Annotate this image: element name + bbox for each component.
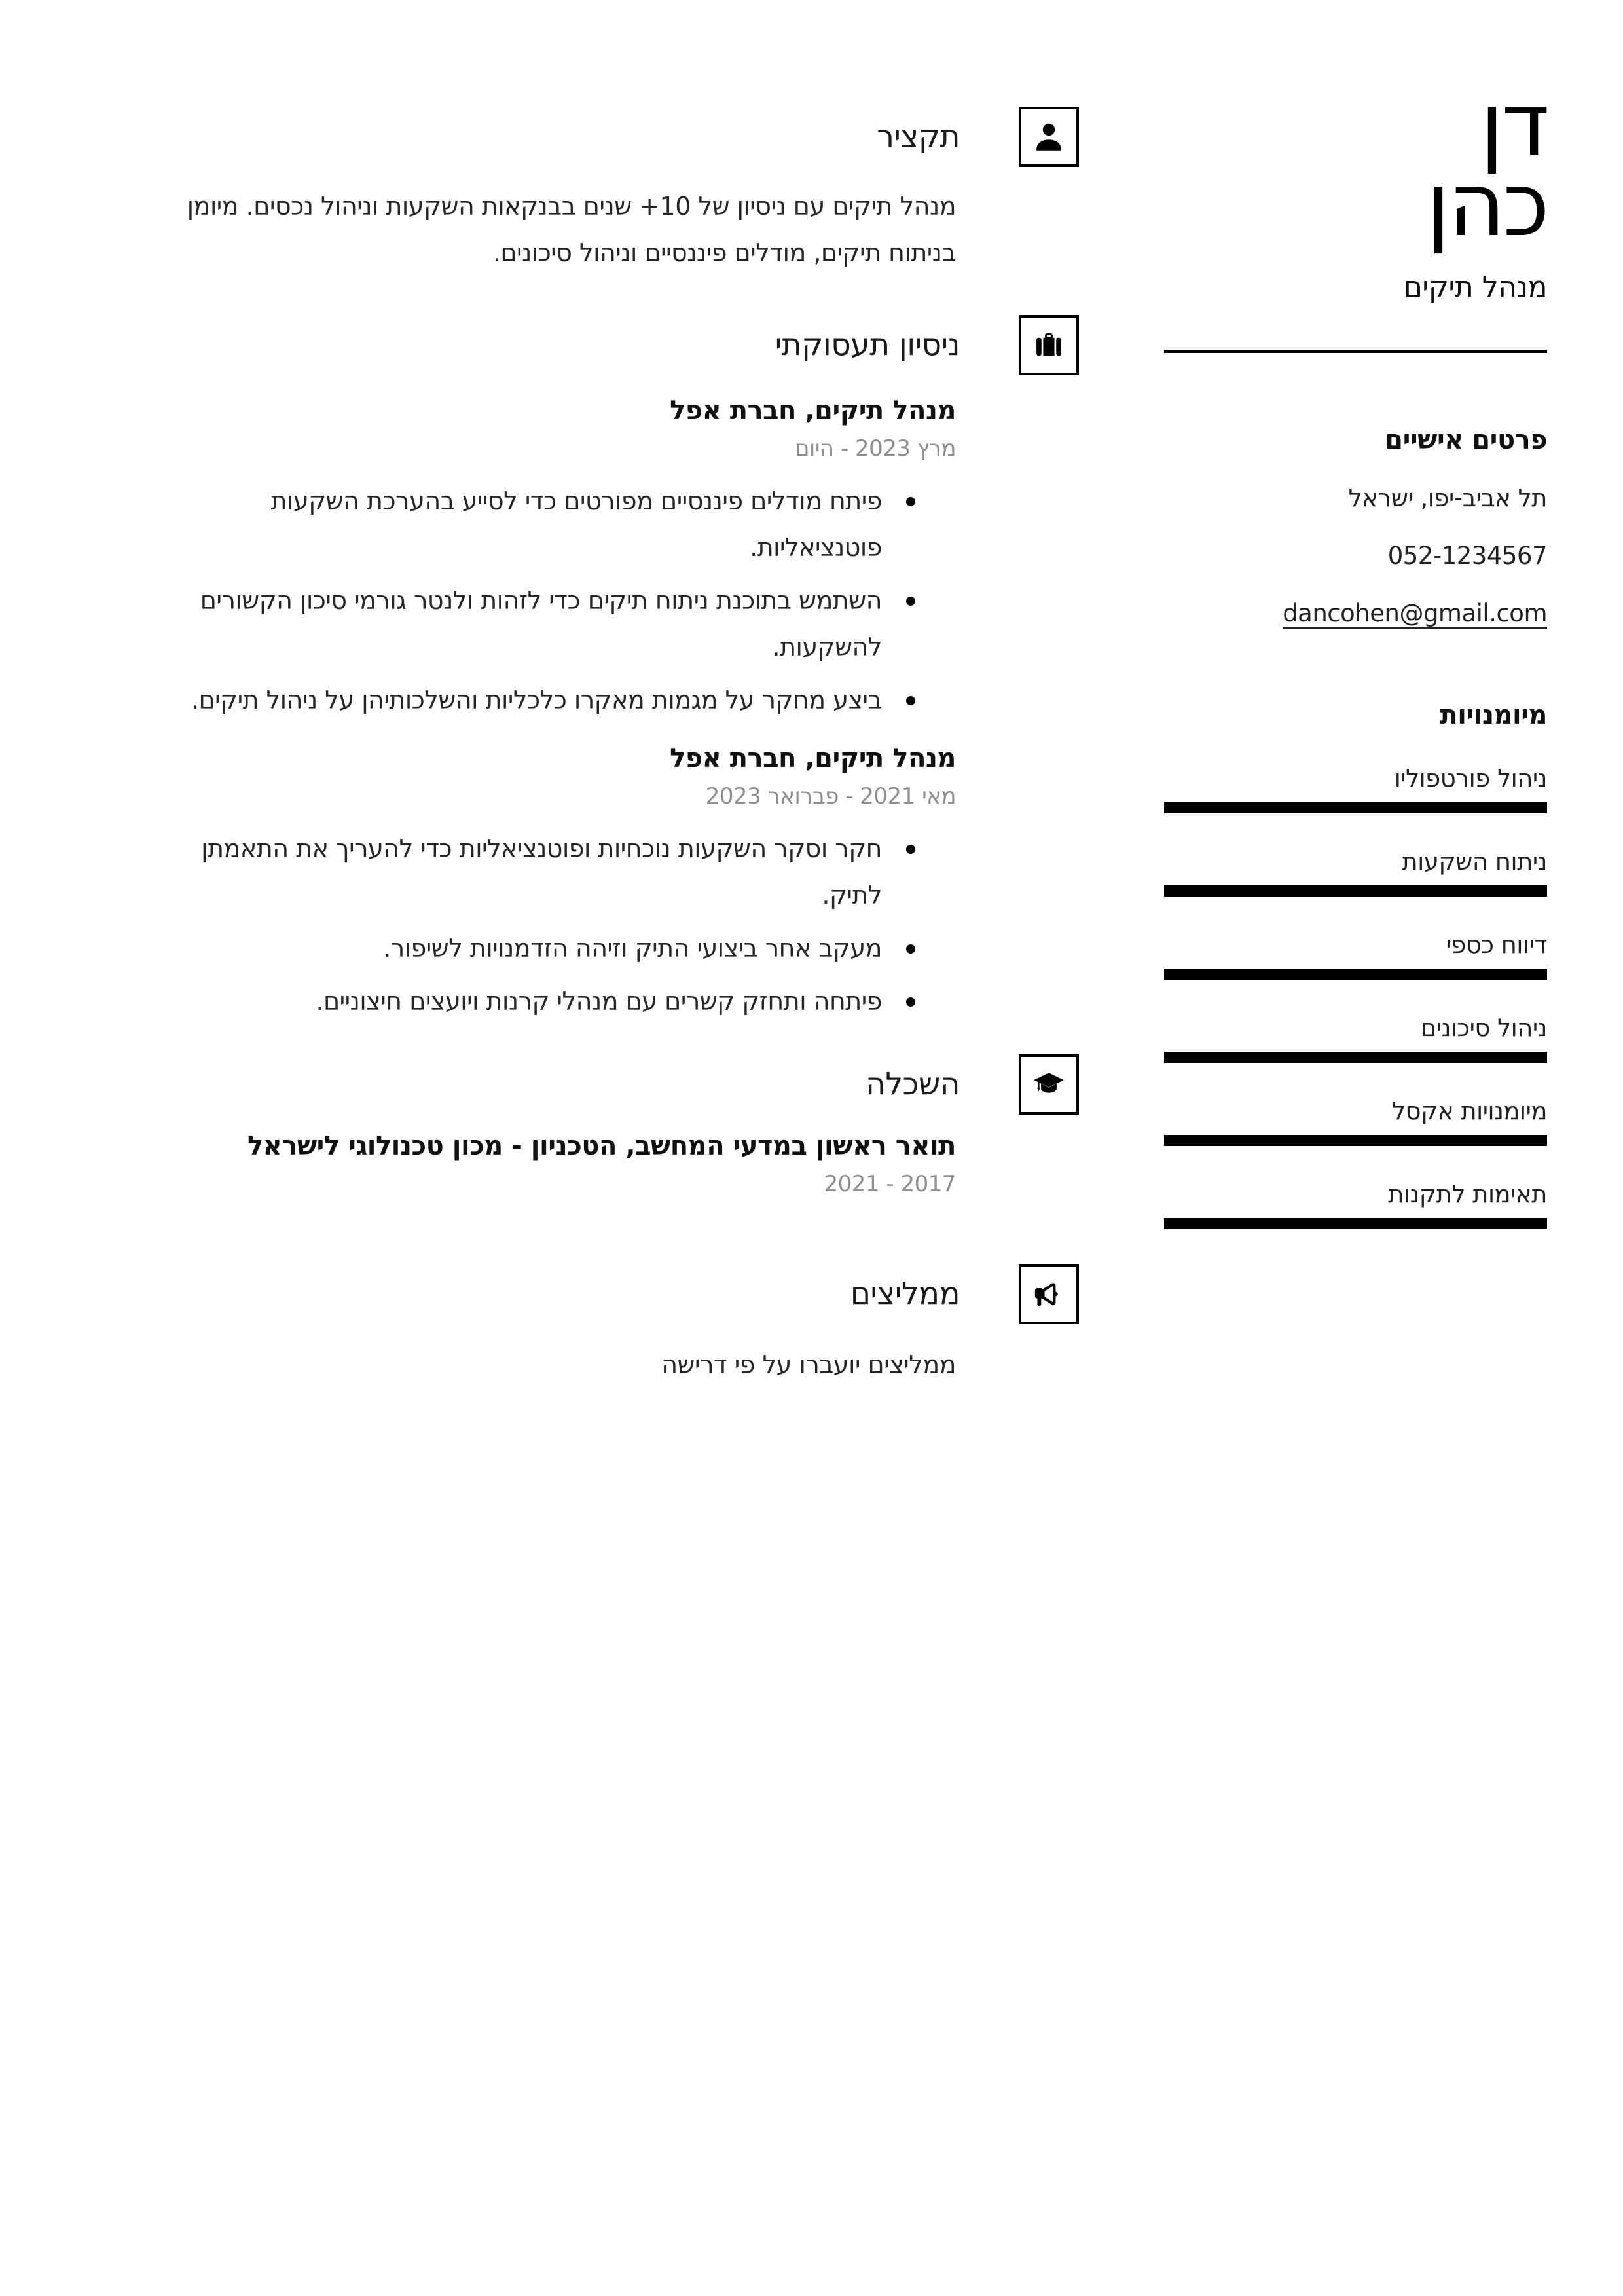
personal-details-heading: פרטים אישיים [1385, 425, 1547, 455]
skill-item [1164, 764, 1547, 813]
references-header [162, 1263, 1079, 1325]
location-text: תל אביב-יפו, ישראל [1348, 484, 1547, 512]
references-text: ממליצים יועברו על פי דרישה [661, 1350, 956, 1379]
skill-item [1164, 1097, 1547, 1146]
skill-label: ניתוח השקעות [1402, 847, 1547, 876]
experience-icon-box [1019, 315, 1079, 375]
email-row [1164, 599, 1547, 628]
skill-label: מיומנויות אקסל [1392, 1097, 1547, 1125]
degree-title: תואר ראשון במדעי המחשב, הטכניון - מכון טכנולוגי לישראל [247, 1131, 956, 1161]
candidate-job-title: מנהל תיקים [1403, 270, 1547, 304]
education-heading: השכלה [866, 1066, 960, 1102]
candidate-name [1164, 73, 1547, 256]
sidebar [1164, 0, 1547, 1229]
job-bullet: פיתח מודלים פיננסיים מפורטים כדי לסייע בהערכת השקעות פוטנציאליות. [162, 478, 956, 571]
summary-text: מנהל תיקים עם ניסיון של 10+ שנים בבנקאות השקעות וניהול נכסים. מיומן בניתוח תיקים, מודלים פיננסיים וניהול סיכונים. [187, 192, 956, 267]
education-header [162, 1054, 1079, 1115]
references-heading: ממליצים [850, 1276, 960, 1312]
job-bullet-list [162, 478, 956, 724]
skill-level-bar [1164, 1135, 1547, 1146]
skill-label: דיווח כספי [1446, 931, 1547, 959]
sidebar-divider [1164, 350, 1547, 353]
job-bullet: השתמש בתוכנת ניתוח תיקים כדי לזהות ולנטר גורמי סיכון הקשורים להשקעות. [162, 578, 956, 671]
job-bullet: פיתחה ותחזק קשרים עם מנהלי קרנות ויועצים חיצוניים. [162, 978, 956, 1025]
job-bullet: חקר וסקר השקעות נוכחיות ופוטנציאליות כדי להעריך את התאמתן לתיק. [162, 826, 956, 919]
references-icon-box [1019, 1264, 1079, 1324]
skill-level-bar [1164, 1218, 1547, 1229]
job-dates: מרץ 2023 - היום [795, 435, 956, 462]
skill-item [1164, 931, 1547, 980]
skill-label: תאימות לתקנות [1388, 1180, 1547, 1208]
job-bullet-list [162, 826, 956, 1025]
job-title: מנהל תיקים, חברת אפל [670, 396, 956, 426]
last-name: כהן [1426, 153, 1547, 256]
experience-heading: ניסיון תעסוקתי [775, 327, 960, 363]
skill-level-bar [1164, 969, 1547, 980]
main-content [162, 106, 1079, 1388]
summary-section [162, 106, 1079, 276]
skill-item [1164, 847, 1547, 897]
references-section [162, 1263, 1079, 1388]
job-bullet: ביצע מחקר על מגמות מאקרו כלכליות והשלכותיהן על ניהול תיקים. [162, 677, 956, 724]
email-link[interactable]: dancohen@gmail.com [1283, 599, 1547, 627]
job-bullet: מעקב אחר ביצועי התיק וזיהה הזדמנויות לשיפור. [162, 925, 956, 972]
skill-item [1164, 1014, 1547, 1063]
job-entry [162, 394, 956, 724]
education-body [162, 1130, 956, 1198]
graduation-cap-icon [1031, 1067, 1067, 1102]
education-icon-box [1019, 1054, 1079, 1115]
education-dates: 2017 - 2021 [824, 1171, 956, 1197]
skill-level-bar [1164, 802, 1547, 813]
skill-item [1164, 1180, 1547, 1229]
person-icon [1031, 119, 1067, 155]
references-body [162, 1342, 956, 1388]
job-entry [162, 742, 956, 1025]
skills-heading: מיומנויות [1440, 700, 1547, 730]
experience-section [162, 314, 1079, 1025]
skill-level-bar [1164, 885, 1547, 897]
job-title: מנהל תיקים, חברת אפל [670, 743, 956, 773]
summary-header [162, 106, 1079, 168]
phone-text: 052-1234567 [1387, 542, 1547, 570]
experience-header [162, 314, 1079, 376]
summary-heading: תקציר [877, 119, 960, 155]
job-dates: מאי 2021 - פברואר 2023 [705, 783, 956, 809]
briefcase-icon [1031, 327, 1067, 363]
summary-icon-box [1019, 107, 1079, 167]
skill-label: ניהול סיכונים [1420, 1014, 1547, 1042]
megaphone-icon [1031, 1276, 1067, 1312]
skill-level-bar [1164, 1052, 1547, 1063]
experience-body [162, 394, 956, 1025]
skill-label: ניהול פורטפוליו [1394, 764, 1547, 792]
education-section [162, 1054, 1079, 1198]
first-name: דן [1480, 73, 1547, 176]
